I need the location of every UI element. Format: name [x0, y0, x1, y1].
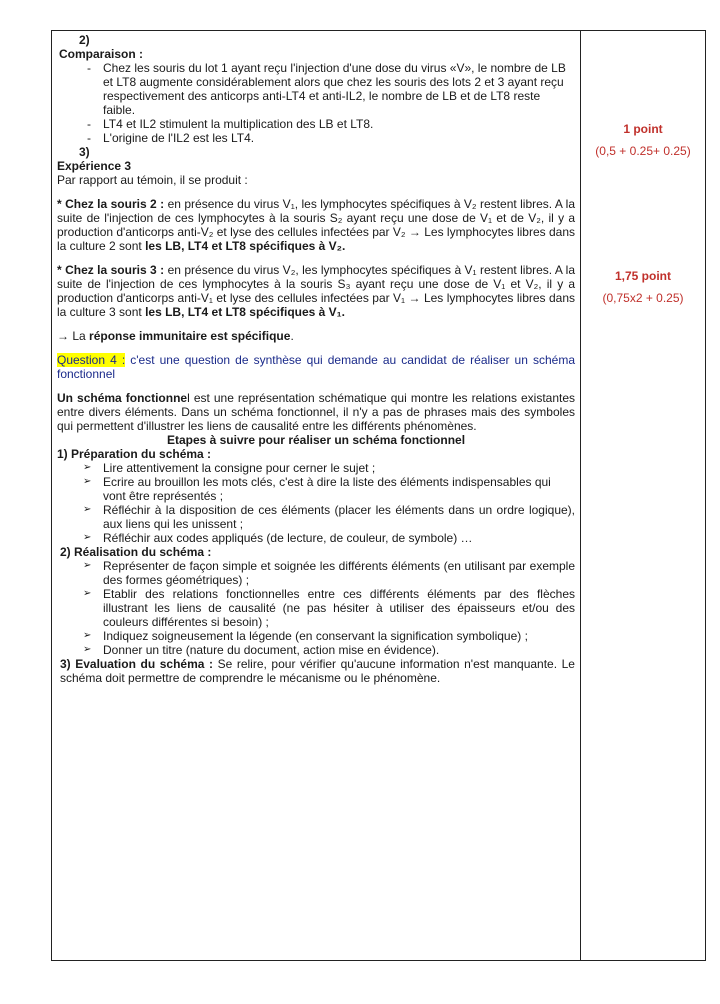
list-item: ➢ Représenter de façon simple et soignée les différents éléments (en utilisant par exemple des formes géométriques) ;: [83, 559, 575, 587]
section-2-title: Comparaison :: [59, 47, 144, 61]
question-4: Question 4 : c'est une question de synthèse qui demande au candidat de réaliser un schéma fonctionnel: [57, 353, 575, 381]
section-3-title: Expérience 3: [57, 159, 132, 173]
score-block-1: [582, 121, 704, 159]
list-item: - Chez les souris du lot 1 ayant reçu l'injection d'une dose du virus «V», le nombre de LB et LT8 augmente considérablement alors que chez les souris des lots 2 et 3 ayant reçu respectivement des anticorps anti-LT4 et anti-IL2, le nombre de LB et de LT8 reste faible.: [87, 61, 566, 117]
conclusion: → La réponse immunitaire est spécifique.: [57, 329, 294, 343]
definition-paragraph: Un schéma fonctionnel est une représentation schématique qui montre les relations existantes entre divers éléments. Dans un schéma fonctionnel, il n'y a pas de phrases mais des symboles qui permettent d'illustrer les liens de causalité entre les différents phénomènes.: [57, 391, 576, 433]
list-item: - LT4 et IL2 stimulent la multiplication des LB et LT8.: [87, 117, 374, 131]
preparation-list: [57, 461, 575, 545]
souris-3-paragraph: * Chez la souris 3 : en présence du virus V₂, les lymphocytes spécifiques à V₁ restent libres. A la suite de l'injection de ces lymphocytes à la souris S₃ ayant reçu une dose de V₁ et V₂, il y a production d'anticorps anti-V₁ et lyse des cellules infectées par V₁ → Les lymphocytes libres dans la culture 3 sont les LB, LT4 et LT8 spécifiques à V₁.: [57, 263, 576, 319]
list-item: ➢ Ecrire au brouillon les mots clés, c'est à dire la liste des éléments indispensables qui vont être représentés ;: [83, 475, 551, 503]
column-divider: [580, 30, 581, 961]
list-item: ➢ Indiquez soigneusement la légende (en conservant la signification symbolique) ;: [83, 629, 528, 643]
list-item: - L'origine de l'IL2 est les LT4.: [87, 131, 255, 145]
list-item: ➢ Lire attentivement la consigne pour cerner le sujet ;: [83, 461, 376, 475]
score-2-main: 1,75 point: [614, 269, 671, 283]
list-item: ➢ Réfléchir à la disposition de ces éléments (placer les éléments dans un ordre logique), aux liens qui les unissent ;: [83, 503, 575, 531]
list-item: ➢ Donner un titre (nature du document, action mise en évidence).: [83, 643, 440, 657]
section-3-intro: Par rapport au témoin, il se produit :: [57, 173, 248, 187]
list-item: ➢ Réfléchir aux codes appliqués (de lecture, de couleur, de symbole) …: [83, 531, 473, 545]
comparison-list: [57, 61, 575, 145]
list-item: ➢ Etablir des relations fonctionnelles entre ces différents éléments par des flèches illustrant les liens de causalité (ne pas hésiter à utiliser des épaisseurs et/ou des couleurs différentes si besoin) ;: [83, 587, 575, 629]
realisation-title: 2) Réalisation du schéma :: [60, 545, 212, 559]
section-2-number: 2): [79, 33, 90, 47]
score-1-detail: (0,5 + 0.25+ 0.25): [595, 144, 691, 158]
steps-title: Etapes à suivre pour réaliser un schéma fonctionnel: [166, 433, 466, 447]
preparation-title: 1) Préparation du schéma :: [57, 447, 212, 461]
souris-2-paragraph: * Chez la souris 2 : en présence du virus V₁, les lymphocytes spécifiques à V₂ restent libres. A la suite de l'injection de ces lymphocytes à la souris S₂ ayant reçu une dose de V₁ et de V₂, il y a production d'anticorps anti-V₂ et lyse des cellules infectées par V₂ → Les lymphocytes libres dans la culture 2 sont les LB, LT4 et LT8 spécifiques à V₂.: [57, 197, 576, 253]
realisation-list: [57, 559, 575, 657]
score-2-detail: (0,75x2 + 0.25): [602, 291, 684, 305]
score-block-2: [582, 268, 704, 306]
question-4-label: Question 4 :: [57, 353, 126, 367]
score-1-main: 1 point: [623, 122, 663, 136]
evaluation-paragraph: 3) Evaluation du schéma : Se relire, pour vérifier qu'aucune information n'est manquante. Le schéma doit permettre de comprendre le mécanisme ou le phénomène.: [60, 657, 575, 685]
section-3-number: 3): [79, 145, 90, 159]
answer-column: [57, 33, 575, 685]
